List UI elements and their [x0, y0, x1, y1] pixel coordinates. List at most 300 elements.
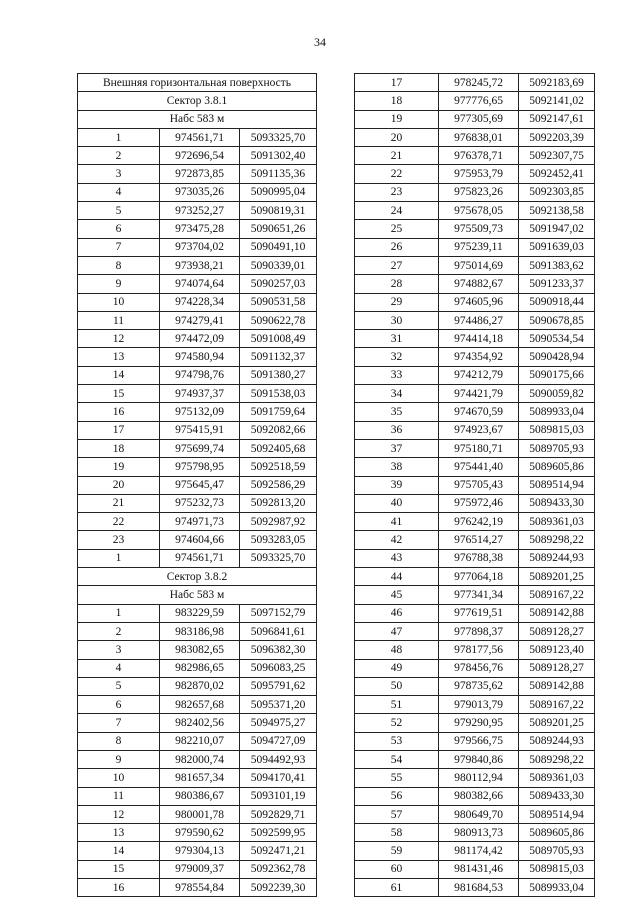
y-coordinate: 5091759,64	[240, 403, 317, 421]
y-coordinate: 5092452,41	[519, 165, 595, 183]
point-number: 3	[78, 641, 160, 659]
table-row	[355, 128, 595, 146]
table-row	[355, 769, 595, 787]
x-coordinate: 974228,34	[160, 293, 240, 311]
point-number: 2	[78, 622, 160, 640]
point-number: 44	[355, 568, 439, 586]
x-coordinate: 972873,85	[160, 165, 240, 183]
table-row	[355, 476, 595, 494]
x-coordinate: 980386,67	[160, 787, 240, 805]
x-coordinate: 981684,53	[439, 879, 519, 897]
x-coordinate: 974937,37	[160, 385, 240, 403]
x-coordinate: 982657,68	[160, 696, 240, 714]
table-row	[355, 202, 595, 220]
point-number: 56	[355, 787, 439, 805]
table-row	[78, 458, 317, 476]
sector-heading-cell: Сектор 3.8.2	[78, 568, 317, 586]
x-coordinate: 982000,74	[160, 750, 240, 768]
point-number: 16	[78, 403, 160, 421]
table-row	[78, 293, 317, 311]
y-coordinate: 5090428,94	[519, 348, 595, 366]
table-row	[78, 659, 317, 677]
y-coordinate: 5090678,85	[519, 311, 595, 329]
table-row	[78, 403, 317, 421]
point-number: 13	[78, 348, 160, 366]
y-coordinate: 5091380,27	[240, 366, 317, 384]
x-coordinate: 975232,73	[160, 494, 240, 512]
x-coordinate: 983082,65	[160, 641, 240, 659]
x-coordinate: 982402,56	[160, 714, 240, 732]
x-coordinate: 977064,18	[439, 568, 519, 586]
table-row	[355, 513, 595, 531]
point-number: 7	[78, 714, 160, 732]
point-number: 1	[78, 604, 160, 622]
y-coordinate: 5093283,05	[240, 531, 317, 549]
point-number: 49	[355, 659, 439, 677]
point-number: 29	[355, 293, 439, 311]
table-row	[78, 824, 317, 842]
y-coordinate: 5090918,44	[519, 293, 595, 311]
y-coordinate: 5089605,86	[519, 458, 595, 476]
table-row	[355, 147, 595, 165]
point-number: 20	[78, 476, 160, 494]
sector-height-cell: Набс 583 м	[78, 110, 317, 128]
point-number: 5	[78, 677, 160, 695]
y-coordinate: 5092307,75	[519, 147, 595, 165]
point-number: 10	[78, 769, 160, 787]
point-number: 43	[355, 549, 439, 567]
x-coordinate: 976514,27	[439, 531, 519, 549]
x-coordinate: 975823,26	[439, 183, 519, 201]
point-number: 18	[78, 439, 160, 457]
point-number: 2	[78, 147, 160, 165]
y-coordinate: 5089433,30	[519, 494, 595, 512]
sector-height	[78, 110, 317, 128]
x-coordinate: 975014,69	[439, 256, 519, 274]
x-coordinate: 979290,95	[439, 714, 519, 732]
table-row	[78, 220, 317, 238]
point-number: 14	[78, 842, 160, 860]
x-coordinate: 980649,70	[439, 805, 519, 823]
table-row	[78, 677, 317, 695]
table-row	[78, 238, 317, 256]
y-coordinate: 5092203,39	[519, 128, 595, 146]
table-row	[355, 421, 595, 439]
x-coordinate: 973475,28	[160, 220, 240, 238]
x-coordinate: 979566,75	[439, 732, 519, 750]
point-number: 8	[78, 256, 160, 274]
x-coordinate: 978245,72	[439, 74, 519, 92]
table-row	[78, 513, 317, 531]
table-row	[355, 110, 595, 128]
point-number: 15	[78, 860, 160, 878]
y-coordinate: 5094975,27	[240, 714, 317, 732]
y-coordinate: 5097152,79	[240, 604, 317, 622]
y-coordinate: 5092141,02	[519, 92, 595, 110]
point-number: 31	[355, 330, 439, 348]
table-row	[78, 714, 317, 732]
x-coordinate: 974472,09	[160, 330, 240, 348]
table-row	[78, 202, 317, 220]
table-row	[355, 568, 595, 586]
x-coordinate: 978554,84	[160, 879, 240, 897]
x-coordinate: 983186,98	[160, 622, 240, 640]
x-coordinate: 974971,73	[160, 513, 240, 531]
point-number: 54	[355, 750, 439, 768]
y-coordinate: 5091132,37	[240, 348, 317, 366]
x-coordinate: 975132,09	[160, 403, 240, 421]
y-coordinate: 5090651,26	[240, 220, 317, 238]
table-row	[78, 183, 317, 201]
point-number: 61	[355, 879, 439, 897]
point-number: 58	[355, 824, 439, 842]
x-coordinate: 975645,47	[160, 476, 240, 494]
table-row	[355, 604, 595, 622]
y-coordinate: 5090339,01	[240, 256, 317, 274]
y-coordinate: 5089298,22	[519, 531, 595, 549]
y-coordinate: 5089201,25	[519, 568, 595, 586]
point-number: 17	[78, 421, 160, 439]
x-coordinate: 974279,41	[160, 311, 240, 329]
y-coordinate: 5090534,54	[519, 330, 595, 348]
page-number: 34	[314, 35, 326, 49]
table-row	[355, 385, 595, 403]
point-number: 37	[355, 439, 439, 457]
table-row	[355, 531, 595, 549]
x-coordinate: 982986,65	[160, 659, 240, 677]
table-row	[78, 531, 317, 549]
point-number: 21	[78, 494, 160, 512]
point-number: 27	[355, 256, 439, 274]
table-row	[355, 879, 595, 897]
y-coordinate: 5089142,88	[519, 604, 595, 622]
x-coordinate: 979304,13	[160, 842, 240, 860]
y-coordinate: 5089128,27	[519, 622, 595, 640]
table-row	[78, 439, 317, 457]
y-coordinate: 5089815,03	[519, 421, 595, 439]
y-coordinate: 5092813,20	[240, 494, 317, 512]
table-row	[355, 403, 595, 421]
x-coordinate: 974798,76	[160, 366, 240, 384]
point-number: 24	[355, 202, 439, 220]
x-coordinate: 974421,79	[439, 385, 519, 403]
table-row	[78, 842, 317, 860]
point-number: 8	[78, 732, 160, 750]
y-coordinate: 5096841,61	[240, 622, 317, 640]
x-coordinate: 977776,65	[439, 92, 519, 110]
x-coordinate: 974604,66	[160, 531, 240, 549]
y-coordinate: 5089815,03	[519, 860, 595, 878]
point-number: 13	[78, 824, 160, 842]
point-number: 5	[78, 202, 160, 220]
table-row	[78, 476, 317, 494]
y-coordinate: 5090257,03	[240, 275, 317, 293]
table-row	[78, 641, 317, 659]
sector-heading	[78, 92, 317, 110]
x-coordinate: 980112,94	[439, 769, 519, 787]
table-row	[355, 750, 595, 768]
x-coordinate: 976242,19	[439, 513, 519, 531]
table-row	[355, 787, 595, 805]
point-number: 50	[355, 677, 439, 695]
point-number: 39	[355, 476, 439, 494]
point-number: 4	[78, 183, 160, 201]
y-coordinate: 5091233,37	[519, 275, 595, 293]
point-number: 38	[355, 458, 439, 476]
point-number: 11	[78, 787, 160, 805]
y-coordinate: 5092138,58	[519, 202, 595, 220]
point-number: 20	[355, 128, 439, 146]
y-coordinate: 5089705,93	[519, 842, 595, 860]
y-coordinate: 5094727,09	[240, 732, 317, 750]
y-coordinate: 5092471,21	[240, 842, 317, 860]
point-number: 52	[355, 714, 439, 732]
x-coordinate: 979013,79	[439, 696, 519, 714]
table-row	[355, 677, 595, 695]
x-coordinate: 973252,27	[160, 202, 240, 220]
x-coordinate: 976788,38	[439, 549, 519, 567]
point-number: 22	[78, 513, 160, 531]
coordinates-table-left	[77, 73, 317, 897]
y-coordinate: 5092082,66	[240, 421, 317, 439]
table-row	[355, 293, 595, 311]
y-coordinate: 5089123,40	[519, 641, 595, 659]
table-row	[355, 348, 595, 366]
x-coordinate: 975180,71	[439, 439, 519, 457]
table-row	[355, 641, 595, 659]
table-row	[355, 220, 595, 238]
table-row	[78, 165, 317, 183]
table-row	[355, 842, 595, 860]
y-coordinate: 5091008,49	[240, 330, 317, 348]
table-title-cell: Внешняя горизонтальная поверхность	[78, 74, 317, 92]
y-coordinate: 5089433,30	[519, 787, 595, 805]
x-coordinate: 979590,62	[160, 824, 240, 842]
table-row	[355, 92, 595, 110]
table-row	[355, 659, 595, 677]
table-row	[355, 74, 595, 92]
point-number: 34	[355, 385, 439, 403]
point-number: 6	[78, 696, 160, 714]
point-number: 23	[78, 531, 160, 549]
x-coordinate: 979840,86	[439, 750, 519, 768]
table-row	[78, 256, 317, 274]
point-number: 53	[355, 732, 439, 750]
point-number: 11	[78, 311, 160, 329]
point-number: 12	[78, 330, 160, 348]
y-coordinate: 5092405,68	[240, 439, 317, 457]
y-coordinate: 5091538,03	[240, 385, 317, 403]
y-coordinate: 5093325,70	[240, 549, 317, 567]
table-row	[355, 860, 595, 878]
x-coordinate: 974923,67	[439, 421, 519, 439]
table-row	[78, 860, 317, 878]
table-row	[78, 696, 317, 714]
point-number: 36	[355, 421, 439, 439]
y-coordinate: 5089514,94	[519, 476, 595, 494]
x-coordinate: 981657,34	[160, 769, 240, 787]
table-row	[355, 238, 595, 256]
y-coordinate: 5089244,93	[519, 732, 595, 750]
point-number: 23	[355, 183, 439, 201]
table-row	[355, 165, 595, 183]
x-coordinate: 974670,59	[439, 403, 519, 421]
y-coordinate: 5091639,03	[519, 238, 595, 256]
point-number: 33	[355, 366, 439, 384]
x-coordinate: 973035,26	[160, 183, 240, 201]
x-coordinate: 982210,07	[160, 732, 240, 750]
table-row	[78, 348, 317, 366]
y-coordinate: 5091947,02	[519, 220, 595, 238]
point-number: 48	[355, 641, 439, 659]
x-coordinate: 974486,27	[439, 311, 519, 329]
table-row	[355, 330, 595, 348]
x-coordinate: 982870,02	[160, 677, 240, 695]
table-row	[78, 275, 317, 293]
y-coordinate: 5092586,29	[240, 476, 317, 494]
y-coordinate: 5089244,93	[519, 549, 595, 567]
table-row	[78, 787, 317, 805]
table-row	[355, 714, 595, 732]
y-coordinate: 5094170,41	[240, 769, 317, 787]
point-number: 15	[78, 385, 160, 403]
table-row	[78, 769, 317, 787]
point-number: 14	[78, 366, 160, 384]
table-row	[78, 732, 317, 750]
x-coordinate: 975798,95	[160, 458, 240, 476]
table-row	[355, 311, 595, 329]
y-coordinate: 5089167,22	[519, 696, 595, 714]
y-coordinate: 5092518,59	[240, 458, 317, 476]
y-coordinate: 5090819,31	[240, 202, 317, 220]
table-row	[78, 604, 317, 622]
x-coordinate: 975415,91	[160, 421, 240, 439]
x-coordinate: 980001,78	[160, 805, 240, 823]
table-row	[355, 494, 595, 512]
y-coordinate: 5092987,92	[240, 513, 317, 531]
y-coordinate: 5092829,71	[240, 805, 317, 823]
point-number: 21	[355, 147, 439, 165]
x-coordinate: 972696,54	[160, 147, 240, 165]
point-number: 47	[355, 622, 439, 640]
table-row	[355, 824, 595, 842]
x-coordinate: 974605,96	[439, 293, 519, 311]
table-row	[355, 458, 595, 476]
x-coordinate: 975699,74	[160, 439, 240, 457]
y-coordinate: 5089201,25	[519, 714, 595, 732]
point-number: 28	[355, 275, 439, 293]
y-coordinate: 5093101,19	[240, 787, 317, 805]
table-row	[78, 549, 317, 567]
x-coordinate: 974882,67	[439, 275, 519, 293]
table-title	[78, 74, 317, 92]
point-number: 18	[355, 92, 439, 110]
table-row	[355, 805, 595, 823]
y-coordinate: 5089167,22	[519, 586, 595, 604]
y-coordinate: 5089933,04	[519, 879, 595, 897]
x-coordinate: 974580,94	[160, 348, 240, 366]
x-coordinate: 979009,37	[160, 860, 240, 878]
y-coordinate: 5092303,85	[519, 183, 595, 201]
y-coordinate: 5090491,10	[240, 238, 317, 256]
y-coordinate: 5092147,61	[519, 110, 595, 128]
y-coordinate: 5096083,25	[240, 659, 317, 677]
y-coordinate: 5092239,30	[240, 879, 317, 897]
point-number: 35	[355, 403, 439, 421]
coordinates-table-right	[354, 73, 595, 897]
x-coordinate: 975678,05	[439, 202, 519, 220]
point-number: 42	[355, 531, 439, 549]
x-coordinate: 980913,73	[439, 824, 519, 842]
point-number: 9	[78, 275, 160, 293]
table-row	[78, 494, 317, 512]
x-coordinate: 976838,01	[439, 128, 519, 146]
y-coordinate: 5090995,04	[240, 183, 317, 201]
x-coordinate: 977341,34	[439, 586, 519, 604]
x-coordinate: 973704,02	[160, 238, 240, 256]
y-coordinate: 5092183,69	[519, 74, 595, 92]
point-number: 10	[78, 293, 160, 311]
table-row	[78, 805, 317, 823]
point-number: 25	[355, 220, 439, 238]
x-coordinate: 974561,71	[160, 128, 240, 146]
x-coordinate: 977619,51	[439, 604, 519, 622]
point-number: 60	[355, 860, 439, 878]
point-number: 46	[355, 604, 439, 622]
point-number: 57	[355, 805, 439, 823]
point-number: 12	[78, 805, 160, 823]
table-row	[78, 366, 317, 384]
point-number: 19	[78, 458, 160, 476]
point-number: 6	[78, 220, 160, 238]
point-number: 1	[78, 549, 160, 567]
y-coordinate: 5090531,58	[240, 293, 317, 311]
table-row	[355, 183, 595, 201]
x-coordinate: 977898,37	[439, 622, 519, 640]
point-number: 19	[355, 110, 439, 128]
table-row	[355, 732, 595, 750]
x-coordinate: 974212,79	[439, 366, 519, 384]
table-row	[78, 750, 317, 768]
point-number: 17	[355, 74, 439, 92]
table-row	[355, 696, 595, 714]
y-coordinate: 5090622,78	[240, 311, 317, 329]
point-number: 30	[355, 311, 439, 329]
y-coordinate: 5089705,93	[519, 439, 595, 457]
y-coordinate: 5090175,66	[519, 366, 595, 384]
table-row	[355, 439, 595, 457]
x-coordinate: 975239,11	[439, 238, 519, 256]
table-row	[355, 256, 595, 274]
point-number: 32	[355, 348, 439, 366]
y-coordinate: 5089128,27	[519, 659, 595, 677]
y-coordinate: 5089361,03	[519, 769, 595, 787]
x-coordinate: 975509,73	[439, 220, 519, 238]
table-row	[355, 622, 595, 640]
x-coordinate: 975972,46	[439, 494, 519, 512]
x-coordinate: 974074,64	[160, 275, 240, 293]
y-coordinate: 5089298,22	[519, 750, 595, 768]
y-coordinate: 5095371,20	[240, 696, 317, 714]
table-row	[355, 586, 595, 604]
point-number: 9	[78, 750, 160, 768]
y-coordinate: 5096382,30	[240, 641, 317, 659]
x-coordinate: 983229,59	[160, 604, 240, 622]
sector-heading	[78, 568, 317, 586]
x-coordinate: 978456,76	[439, 659, 519, 677]
x-coordinate: 976378,71	[439, 147, 519, 165]
x-coordinate: 974561,71	[160, 549, 240, 567]
